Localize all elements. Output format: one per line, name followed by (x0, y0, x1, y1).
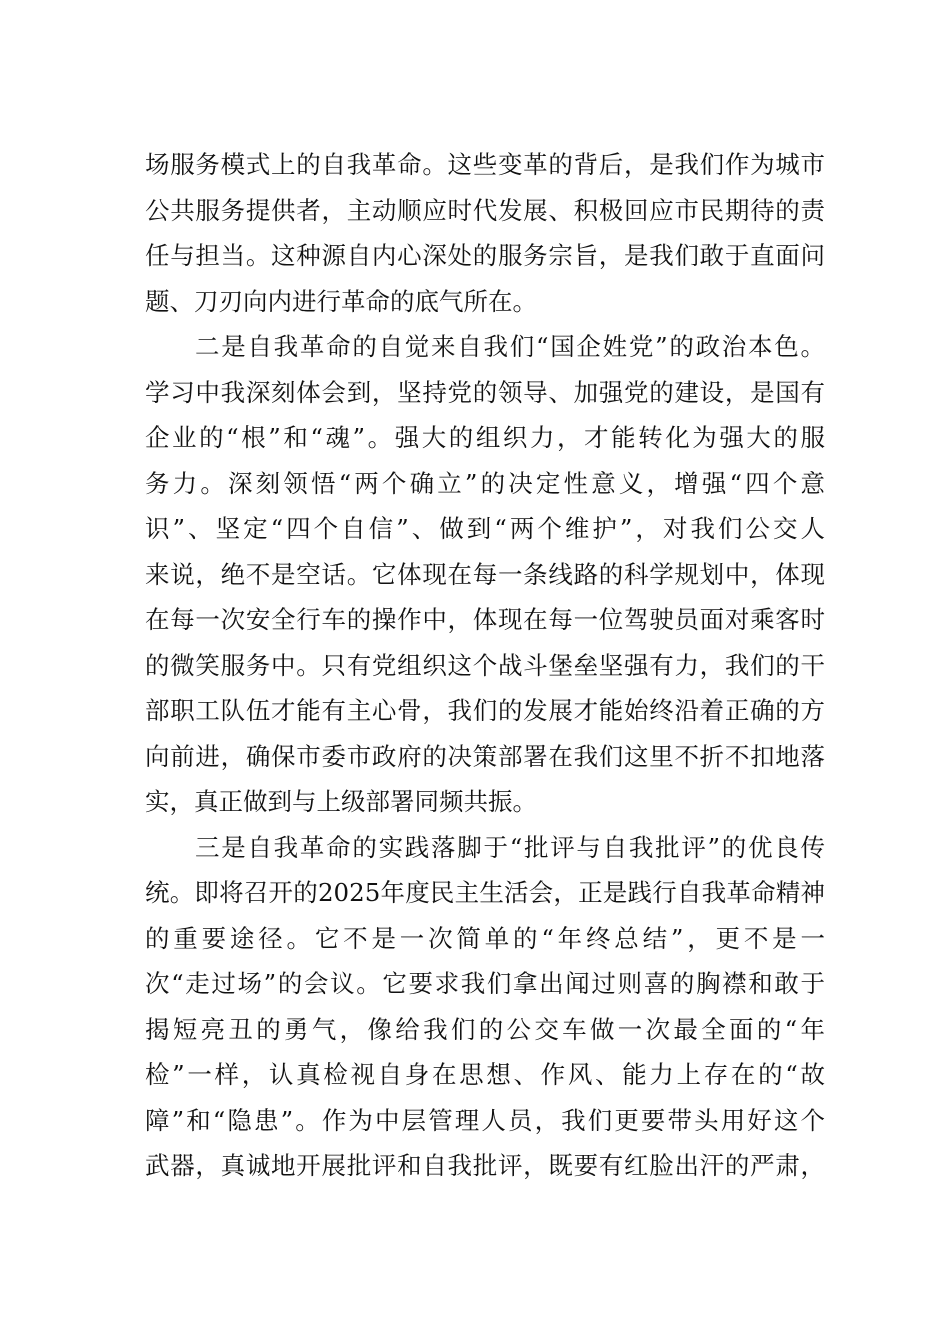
text-line: 题、刀刃向内进行革命的底气所在。 (145, 286, 537, 316)
text-line: 学习中我深刻体会到，坚持党的领导、加强党的建设，是国有 (145, 377, 825, 407)
text-line: 障”和“隐患”。作为中层管理人员，我们更要带头用好这个 (145, 1105, 825, 1135)
text-line: 来说，绝不是空话。它体现在每一条线路的科学规划中，体现 (145, 559, 825, 589)
text-line: 任与担当。这种源自内心深处的服务宗旨，是我们敢于直面问 (145, 241, 825, 270)
text-line: 企业的“根”和“魂”。强大的组织力，才能转化为强大的服 (145, 423, 825, 452)
text-line: 二是自我革命的自觉来自我们“国企姓党”的政治本色。 (195, 332, 825, 361)
paragraph-1 (145, 142, 825, 324)
document-page (145, 142, 825, 1189)
text-line: 三是自我革命的实践落脚于“批评与自我批评”的优良传 (195, 832, 825, 862)
text-line: 部职工队伍才能有主心骨，我们的发展才能始终沿着正确的方 (145, 696, 825, 725)
text-line: 识”、坚定“四个自信”、做到“两个维护”，对我们公交人 (145, 514, 825, 543)
paragraph-3 (145, 825, 825, 1189)
text-line: 向前进，确保市委市政府的决策部署在我们这里不折不扣地落 (145, 741, 825, 771)
text-line: 场服务模式上的自我革命。这些变革的背后，是我们作为城市 (145, 150, 825, 179)
text-line: 武器，真诚地开展批评和自我批评，既要有红脸出汗的严肃， (145, 1151, 825, 1180)
text-line: 的重要途径。它不是一次简单的“年终总结”，更不是一 (145, 923, 825, 953)
paragraph-2 (145, 324, 825, 825)
text-line: 公共服务提供者，主动顺应时代发展、积极回应市民期待的责 (145, 195, 825, 225)
text-line: 务力。深刻领悟“两个确立”的决定性意义，增强“四个意 (145, 468, 825, 498)
text-line: 次“走过场”的会议。它要求我们拿出闻过则喜的胸襟和敢于 (145, 969, 825, 998)
text-line: 统。即将召开的2025年度民主生活会，正是践行自我革命精神 (145, 878, 825, 907)
text-line: 在每一次安全行车的操作中，体现在每一位驾驶员面对乘客时 (145, 605, 825, 634)
text-line: 检”一样，认真检视自身在思想、作风、能力上存在的“故 (145, 1060, 825, 1089)
text-line: 的微笑服务中。只有党组织这个战斗堡垒坚强有力，我们的干 (145, 650, 825, 680)
text-line: 实，真正做到与上级部署同频共振。 (145, 787, 537, 816)
text-line: 揭短亮丑的勇气，像给我们的公交车做一次最全面的“年 (145, 1014, 825, 1044)
